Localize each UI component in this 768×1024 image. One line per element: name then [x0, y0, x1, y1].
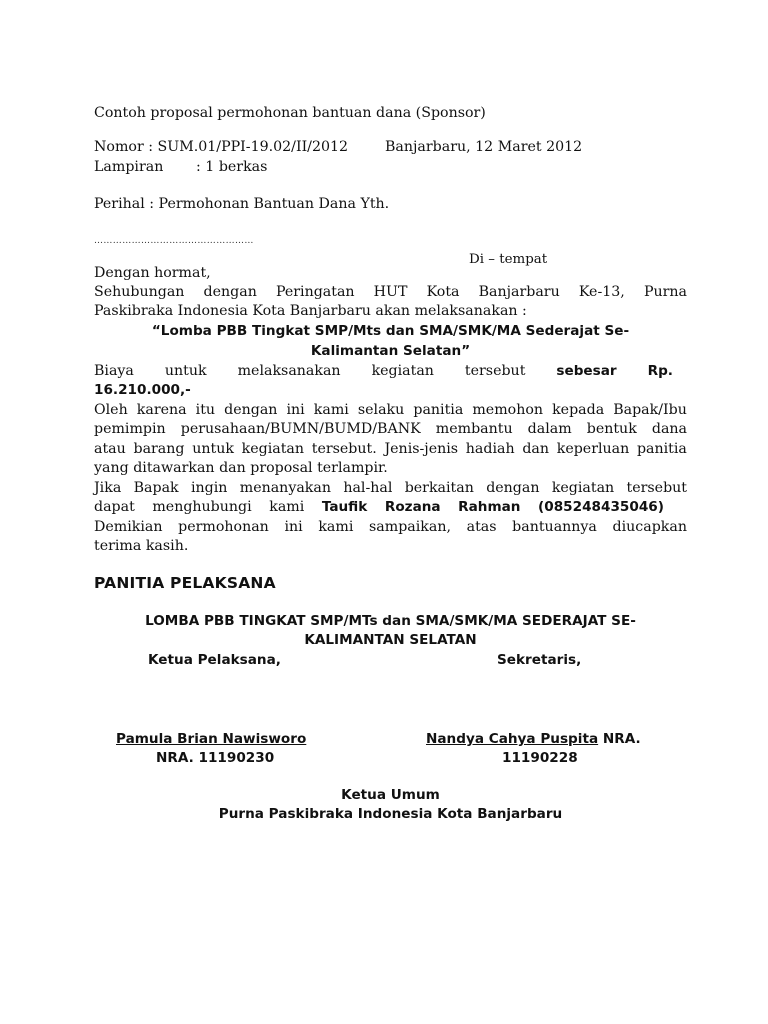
- cost-amount: 16.210.000,-: [94, 382, 191, 398]
- word: atau: [94, 441, 126, 457]
- secretary-name: Nandya Cahya Puspita: [426, 731, 599, 747]
- word: kegiatan: [551, 480, 615, 496]
- word: dana: [651, 421, 687, 437]
- chair-nra: NRA. 11190230: [156, 750, 275, 766]
- word: kepada: [552, 402, 605, 418]
- contact-name-word: Taufik: [321, 499, 368, 515]
- word: dapat: [94, 499, 135, 515]
- word: tersebut.: [311, 441, 377, 457]
- cost-line-1: [94, 362, 687, 381]
- word: barang: [133, 441, 185, 457]
- word: karena: [136, 402, 187, 418]
- word: Ke-13,: [578, 284, 625, 300]
- secretary-nra-label: NRA.: [602, 731, 641, 747]
- word: dalam: [527, 421, 572, 437]
- word: kegiatan: [371, 363, 434, 379]
- secretary-nra: 11190228: [502, 750, 578, 766]
- paragraph-3-line-4: yang ditawarkan dan proposal terlampir.: [94, 460, 388, 476]
- word: HUT: [373, 284, 408, 300]
- word: berkaitan: [404, 480, 474, 496]
- event-title-line-1: “Lomba PBB Tingkat SMP/Mts dan SMA/SMK/MA Sederajat Se-: [151, 323, 630, 339]
- word: Banjarbaru: [478, 284, 560, 300]
- word: Jika: [94, 480, 122, 496]
- paragraph-1-line-1: [94, 283, 687, 302]
- paragraph-5-line-1: [94, 518, 687, 537]
- word: Sehubungan: [94, 284, 185, 300]
- word: perusahaan/BUMN/BUMD/BANK: [180, 421, 421, 437]
- word: membantu: [435, 421, 513, 437]
- competition-title-line-2: KALIMANTAN SELATAN: [304, 632, 477, 648]
- attachment-label: Lampiran: [94, 159, 164, 175]
- word: Purna: [643, 284, 687, 300]
- word: menghubungi: [152, 499, 252, 515]
- word: Jenis-jenis: [384, 441, 459, 457]
- salutation: Dengan hormat,: [94, 265, 211, 281]
- word: memohon: [472, 402, 544, 418]
- recipient-dotted-line: ……………………………………………: [94, 236, 254, 246]
- word: dengan: [203, 284, 257, 300]
- committee-heading: PANITIA PELAKSANA: [94, 574, 276, 592]
- contact-phone: (085248435046): [538, 499, 664, 515]
- word: hal-hal: [343, 480, 393, 496]
- paragraph-3-line-3: [94, 440, 687, 459]
- letter-date: Banjarbaru, 12 Maret 2012: [385, 139, 583, 155]
- paragraph-1-line-2: Paskibraka Indonesia Kota Banjarbaru akan melaksanakan :: [94, 303, 527, 319]
- word: sebesar: [556, 363, 617, 379]
- di-tempat: Di – tempat: [469, 252, 548, 267]
- general-chair-organization: Purna Paskibraka Indonesia Kota Banjarbaru: [218, 806, 563, 822]
- paragraph-5-line-2: terima kasih.: [94, 538, 189, 554]
- paragraph-3-line-1: [94, 401, 687, 420]
- word: Rp.: [647, 363, 673, 379]
- word: melaksanakan: [237, 363, 341, 379]
- word: kami: [313, 402, 349, 418]
- secretary-name-line: [426, 730, 641, 749]
- word: ini: [286, 402, 305, 418]
- subject-line: Perihal : Permohonan Bantuan Dana Yth.: [94, 196, 390, 212]
- word: Bapak: [133, 480, 179, 496]
- paragraph-4-line-2: [94, 498, 664, 517]
- chair-role: Ketua Pelaksana,: [148, 652, 281, 668]
- word: dengan: [224, 402, 278, 418]
- word: untuk: [192, 441, 234, 457]
- word: Kota: [426, 284, 460, 300]
- contact-name-word: Rozana: [384, 499, 441, 515]
- word: selaku: [357, 402, 405, 418]
- letter-number: Nomor : SUM.01/PPI-19.02/II/2012: [94, 139, 349, 155]
- word: itu: [195, 402, 216, 418]
- word: sampaikan,: [369, 519, 451, 535]
- paragraph-4-line-1: [94, 479, 687, 498]
- word: bantuannya: [512, 519, 597, 535]
- word: Biaya: [94, 363, 134, 379]
- word: dengan: [486, 480, 540, 496]
- word: dan: [522, 441, 549, 457]
- word: untuk: [164, 363, 207, 379]
- word: panitia: [413, 402, 464, 418]
- word: kami: [318, 519, 354, 535]
- contact-name-word: Rahman: [458, 499, 521, 515]
- word: Peringatan: [275, 284, 355, 300]
- word: Bapak/Ibu: [613, 402, 687, 418]
- word: kegiatan: [241, 441, 305, 457]
- word: diucapkan: [612, 519, 687, 535]
- word: Demikian: [94, 519, 163, 535]
- word: bentuk: [586, 421, 637, 437]
- competition-title-line-1: LOMBA PBB TINGKAT SMP/MTs dan SMA/SMK/MA SEDERAJAT SE-: [145, 613, 636, 629]
- paragraph-3-line-2: [94, 420, 687, 439]
- word: hadiah: [465, 441, 515, 457]
- secretary-role: Sekretaris,: [497, 652, 582, 668]
- word: tersebut: [626, 480, 687, 496]
- document-title: Contoh proposal permohonan bantuan dana (Sponsor): [94, 105, 486, 121]
- word: ingin: [190, 480, 228, 496]
- word: kami: [269, 499, 305, 515]
- word: panitia: [636, 441, 687, 457]
- attachment-value: : 1 berkas: [196, 159, 268, 175]
- word: pemimpin: [94, 421, 166, 437]
- word: tersebut: [464, 363, 526, 379]
- event-title-line-2: Kalimantan Selatan”: [310, 343, 471, 359]
- general-chair-role: Ketua Umum: [341, 787, 440, 803]
- word: ini: [284, 519, 303, 535]
- word: Oleh: [94, 402, 128, 418]
- word: keperluan: [556, 441, 630, 457]
- word: atas: [466, 519, 497, 535]
- word: permohonan: [178, 519, 269, 535]
- word: menanyakan: [239, 480, 331, 496]
- chair-name: Pamula Brian Nawisworo: [116, 731, 307, 747]
